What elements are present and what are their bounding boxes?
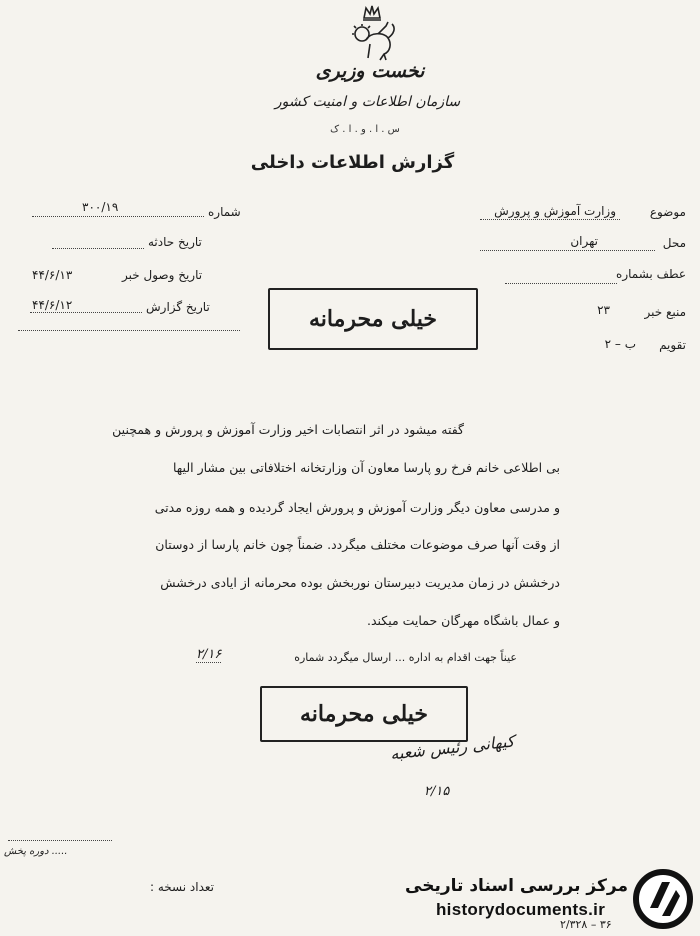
subject-value: وزارت آموزش و پرورش bbox=[494, 204, 616, 218]
confidential-stamp-bottom: خیلی محرمانه bbox=[260, 686, 468, 742]
receipt-date-label: تاریخ وصول خبر bbox=[122, 268, 203, 282]
org-name-line2: سازمان اطلاعات و امنیت کشور bbox=[274, 94, 461, 110]
subject-label: موضوع bbox=[649, 205, 686, 219]
signature: کیهانی رئیس شعبه bbox=[389, 731, 516, 764]
body-line-4: از وقت آنها صرف موضوعات مختلف میگردد. ضمناً چون خانم پارسا از دوستان bbox=[155, 537, 560, 552]
report-title: گزارش اطلاعات داخلی bbox=[250, 152, 455, 173]
header-rule bbox=[18, 330, 240, 331]
report-date-label: تاریخ گزارش bbox=[146, 300, 210, 314]
body-line-6: و عمال باشگاه مهرگان حمایت میکند. bbox=[367, 613, 560, 628]
handwritten-date: ۲/۱۵ bbox=[424, 784, 450, 799]
body-line-2: بی اطلاعی خانم فرخ رو پارسا معاون آن وزارتخانه اختلافاتی بین مشار الیها bbox=[172, 460, 560, 475]
bottom-number: ۳۶ – ۲/۳۲۸ bbox=[560, 918, 612, 931]
number-value: ۳۰۰/۱۹ bbox=[82, 200, 119, 214]
evaluation-label: تقویم bbox=[659, 338, 686, 352]
place-label: محل bbox=[662, 236, 686, 250]
copy-number-handwritten: ۲/۱۶ bbox=[196, 647, 222, 662]
org-name-line1: نخست وزیری bbox=[315, 60, 425, 82]
place-value: تهران bbox=[570, 234, 598, 248]
number-label: شماره bbox=[208, 205, 241, 219]
copy-line: عیناً جهت اقدام به اداره ... ارسال میگردد شماره bbox=[294, 651, 517, 664]
source-label: منبع خبر bbox=[644, 305, 686, 319]
watermark-logo-icon bbox=[632, 868, 694, 930]
copies-label: تعداد نسخه : bbox=[150, 880, 215, 894]
org-code: س . ا . و . ا . ک bbox=[330, 124, 400, 135]
subject-line bbox=[480, 219, 620, 220]
incident-date-label: تاریخ حادثه bbox=[148, 235, 202, 249]
number-line bbox=[32, 216, 204, 217]
incident-date-line bbox=[52, 248, 144, 249]
margin-note: ..... دوره پخش bbox=[4, 846, 68, 857]
receipt-date-value: ۴۴/۶/۱۳ bbox=[32, 268, 73, 282]
body-line-1: گفته میشود در اثر انتصابات اخیر وزارت آموزش و پرورش و همچنین bbox=[112, 422, 464, 437]
margin-note-rule bbox=[8, 840, 112, 841]
lion-and-sun-emblem-icon bbox=[340, 4, 404, 66]
reference-label: عطف بشماره bbox=[616, 267, 686, 281]
watermark-url: historydocuments.ir bbox=[436, 900, 606, 919]
report-date-line bbox=[30, 312, 142, 313]
evaluation-value: ب – ۲ bbox=[604, 337, 636, 351]
watermark-center-name: مرکز بررسی اسناد تاریخی bbox=[405, 876, 628, 896]
reference-line bbox=[505, 283, 617, 284]
confidential-stamp-top: خیلی محرمانه bbox=[268, 288, 478, 350]
report-date-value: ۴۴/۶/۱۲ bbox=[32, 298, 73, 312]
body-line-5: درخشش در زمان مدیریت دبیرستان نوربخش بوده محرمانه از ایادی درخشش bbox=[160, 575, 560, 590]
place-line bbox=[480, 250, 655, 251]
body-line-3: و مدرسی معاون دیگر وزارت آموزش و پرورش ایجاد گردیده و همه روزه مدتی bbox=[154, 500, 560, 515]
source-value: ۲۳ bbox=[597, 303, 610, 317]
